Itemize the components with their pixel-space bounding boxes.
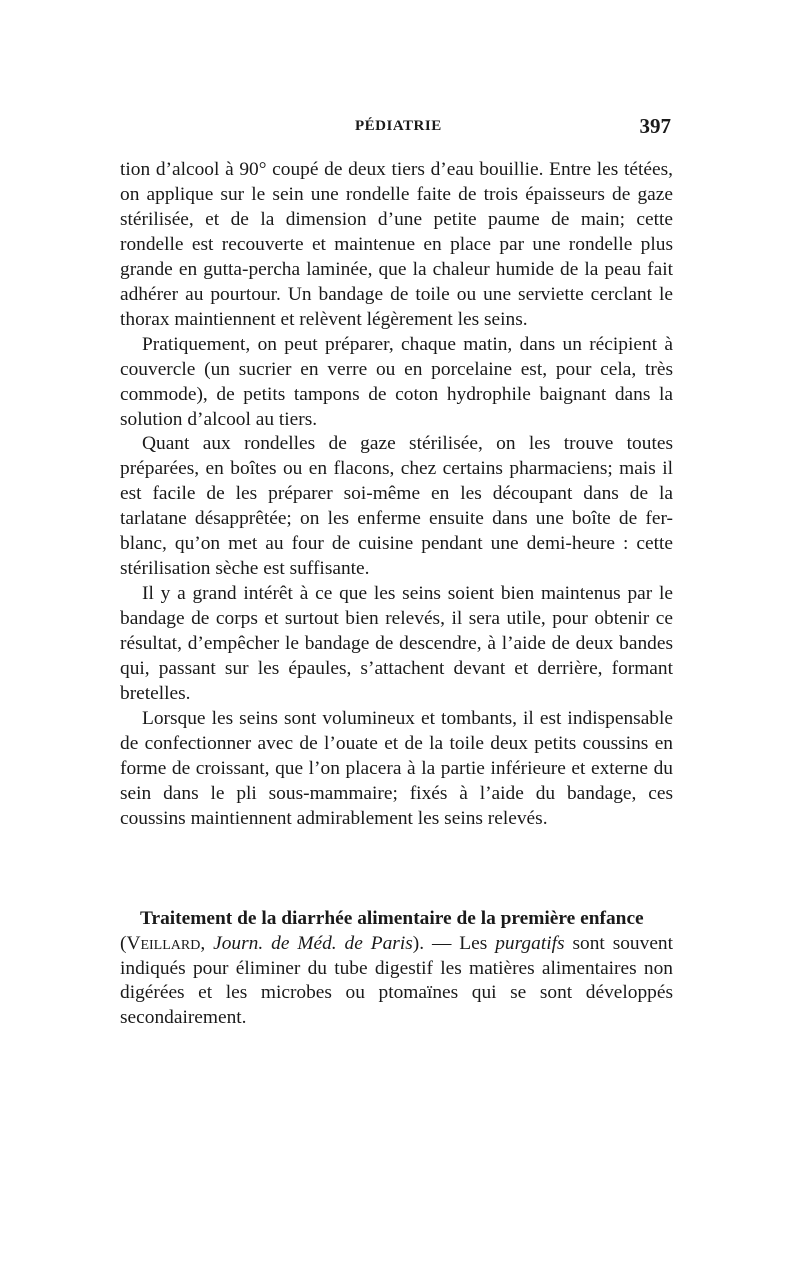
paragraph: Pratiquement, on peut préparer, chaque matin, dans un récipient à couvercle (un sucrier en verre ou en porcelaine est, pour cela, très commode), de petits tampons de coton hydrophile baignant dans la solution d’alcool au tiers.	[120, 333, 673, 430]
citation-journal: Journ. de Méd. de Paris	[213, 933, 413, 954]
paragraph: Lorsque les seins sont volumineux et tombants, il est indispensable de confectionner avec de l’ouate et de la toile deux petits coussins en forme de croissant, que l’on placera à la partie inférieure et externe du sein dans le pli sous-mammaire; fixés à l’aide du bandage, ces coussins maintiennent admirablement les seins relevés.	[120, 707, 673, 829]
body-text	[120, 158, 673, 832]
citation-open: (	[120, 933, 127, 954]
section-text	[120, 932, 673, 1030]
section-body: sont souvent indiqués pour éliminer du tube digestif les matières alimentaires non digérées et les microbes ou ptomaïnes qui se sont développés secondairement.	[120, 933, 674, 1028]
paragraph: Il y a grand intérêt à ce que les seins soient bien maintenus par le bandage de corps et surtout bien relevés, il sera utile, pour obtenir ce résultat, d’empêcher le bandage de descendre, à l’aide de deux bandes qui, passant sur les épaules, s’attachent devant et derrière, formant bretelles.	[120, 583, 673, 705]
book-page	[120, 0, 673, 1262]
citation-author: Veillard	[126, 933, 201, 954]
paragraph-continuation: tion d’alcool à 90° coupé de deux tiers d’eau bouillie. Entre les tétées, on applique sur le sein une rondelle faite de trois épaisseurs de gaze stérilisée, et de la dimension d’une petite paume de main; cette rondelle est recouverte et maintenue en place par une rondelle plus grande en gutta-percha laminée, que la chaleur humide de la peau fait adhérer au pourtour. Un bandage de toile ou une serviette cerclant le thorax maintiennent et relèvent légèrement les seins.	[120, 159, 673, 330]
paragraph: Quant aux rondelles de gaze stérilisée, on les trouve toutes préparées, en boîtes ou en flacons, chez certains pharmaciens; mais il est facile de les préparer soi-même en les découpant dans de la tarlatane désapprêtée; on les enferme ensuite dans une boîte de fer-blanc, qu’on met au four de cuisine pendant une demi-heure : cette stérilisation sèche est suffisante.	[120, 433, 673, 580]
running-head	[120, 114, 673, 138]
citation-close: ).	[412, 933, 425, 954]
section-heading: Traitement de la diarrhée alimentaire de la première enfance	[140, 908, 644, 929]
section-dash: — Les	[424, 933, 496, 954]
running-title: PÉDIATRIE	[355, 118, 442, 134]
citation-separator: ,	[200, 933, 214, 954]
section-keyword: purgatifs	[495, 933, 565, 954]
page-number: 397	[639, 114, 671, 138]
